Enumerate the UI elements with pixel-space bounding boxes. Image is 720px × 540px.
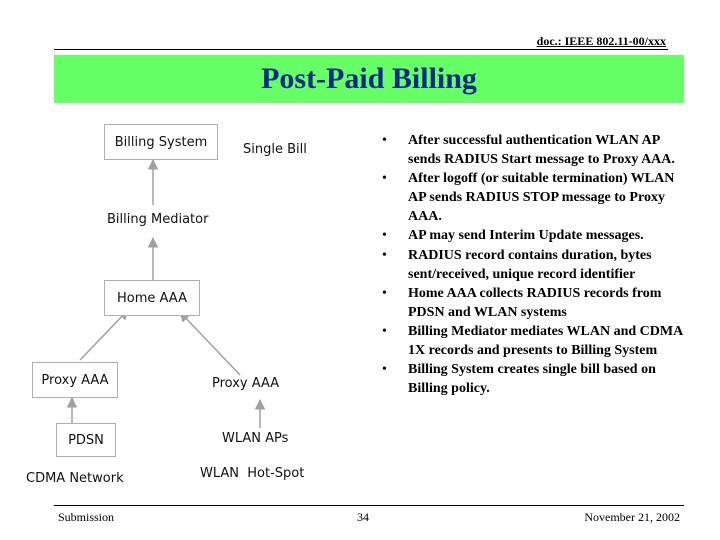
home-aaa-label: Home AAA [117,290,187,306]
page-number: 34 [357,510,369,524]
wlan-aps-label: WLAN APs [222,431,289,446]
proxy-aaa-right-label: Proxy AAA [212,376,280,391]
proxy-aaa-left-label: Proxy AAA [41,372,109,388]
bullet-item: • After successful authentication WLAN AP sends RADIUS Start message to Proxy AAA. [380,131,685,169]
footer-submission: Submission [58,510,115,524]
arrow-proxy-left-to-home-aaa [80,310,128,360]
bullet-item: • Billing Mediator mediates WLAN and CDMA 1X records and presents to Billing System [380,322,685,360]
pdsn-label: PDSN [68,432,104,448]
bullet-item: • RADIUS record contains duration, bytes sent/received, unique record identifier [380,246,685,284]
slide-title: Post-Paid Billing [261,62,477,95]
billing-system-label: Billing System [114,134,208,150]
footer-date: November 21, 2002 [584,510,680,524]
wlan-hotspot-label: WLAN Hot-Spot [200,466,305,481]
bullet-item: • After logoff (or suitable termination) WLAN AP sends RADIUS STOP message to Proxy AAA. [380,169,685,226]
footer-rule [54,505,684,506]
bullet-list [380,131,685,398]
billing-mediator-label: Billing Mediator [107,212,209,227]
document-reference: doc.: IEEE 802.11-00/xxx [536,34,666,48]
cdma-network-label: CDMA Network [26,471,124,486]
pdsn-box [56,423,116,457]
bullet-item: • Home AAA collects RADIUS records from PDSN and WLAN systems [380,284,685,322]
home-aaa-box [104,280,200,316]
proxy-aaa-left-box [32,362,118,398]
bullet-item: • AP may send Interim Update messages. [380,226,685,245]
bullet-item: • Billing System creates single bill based on Billing policy. [380,360,685,398]
arrow-proxy-right-to-home-aaa [180,312,240,375]
single-bill-label: Single Bill [243,142,307,157]
billing-system-box [104,124,218,160]
